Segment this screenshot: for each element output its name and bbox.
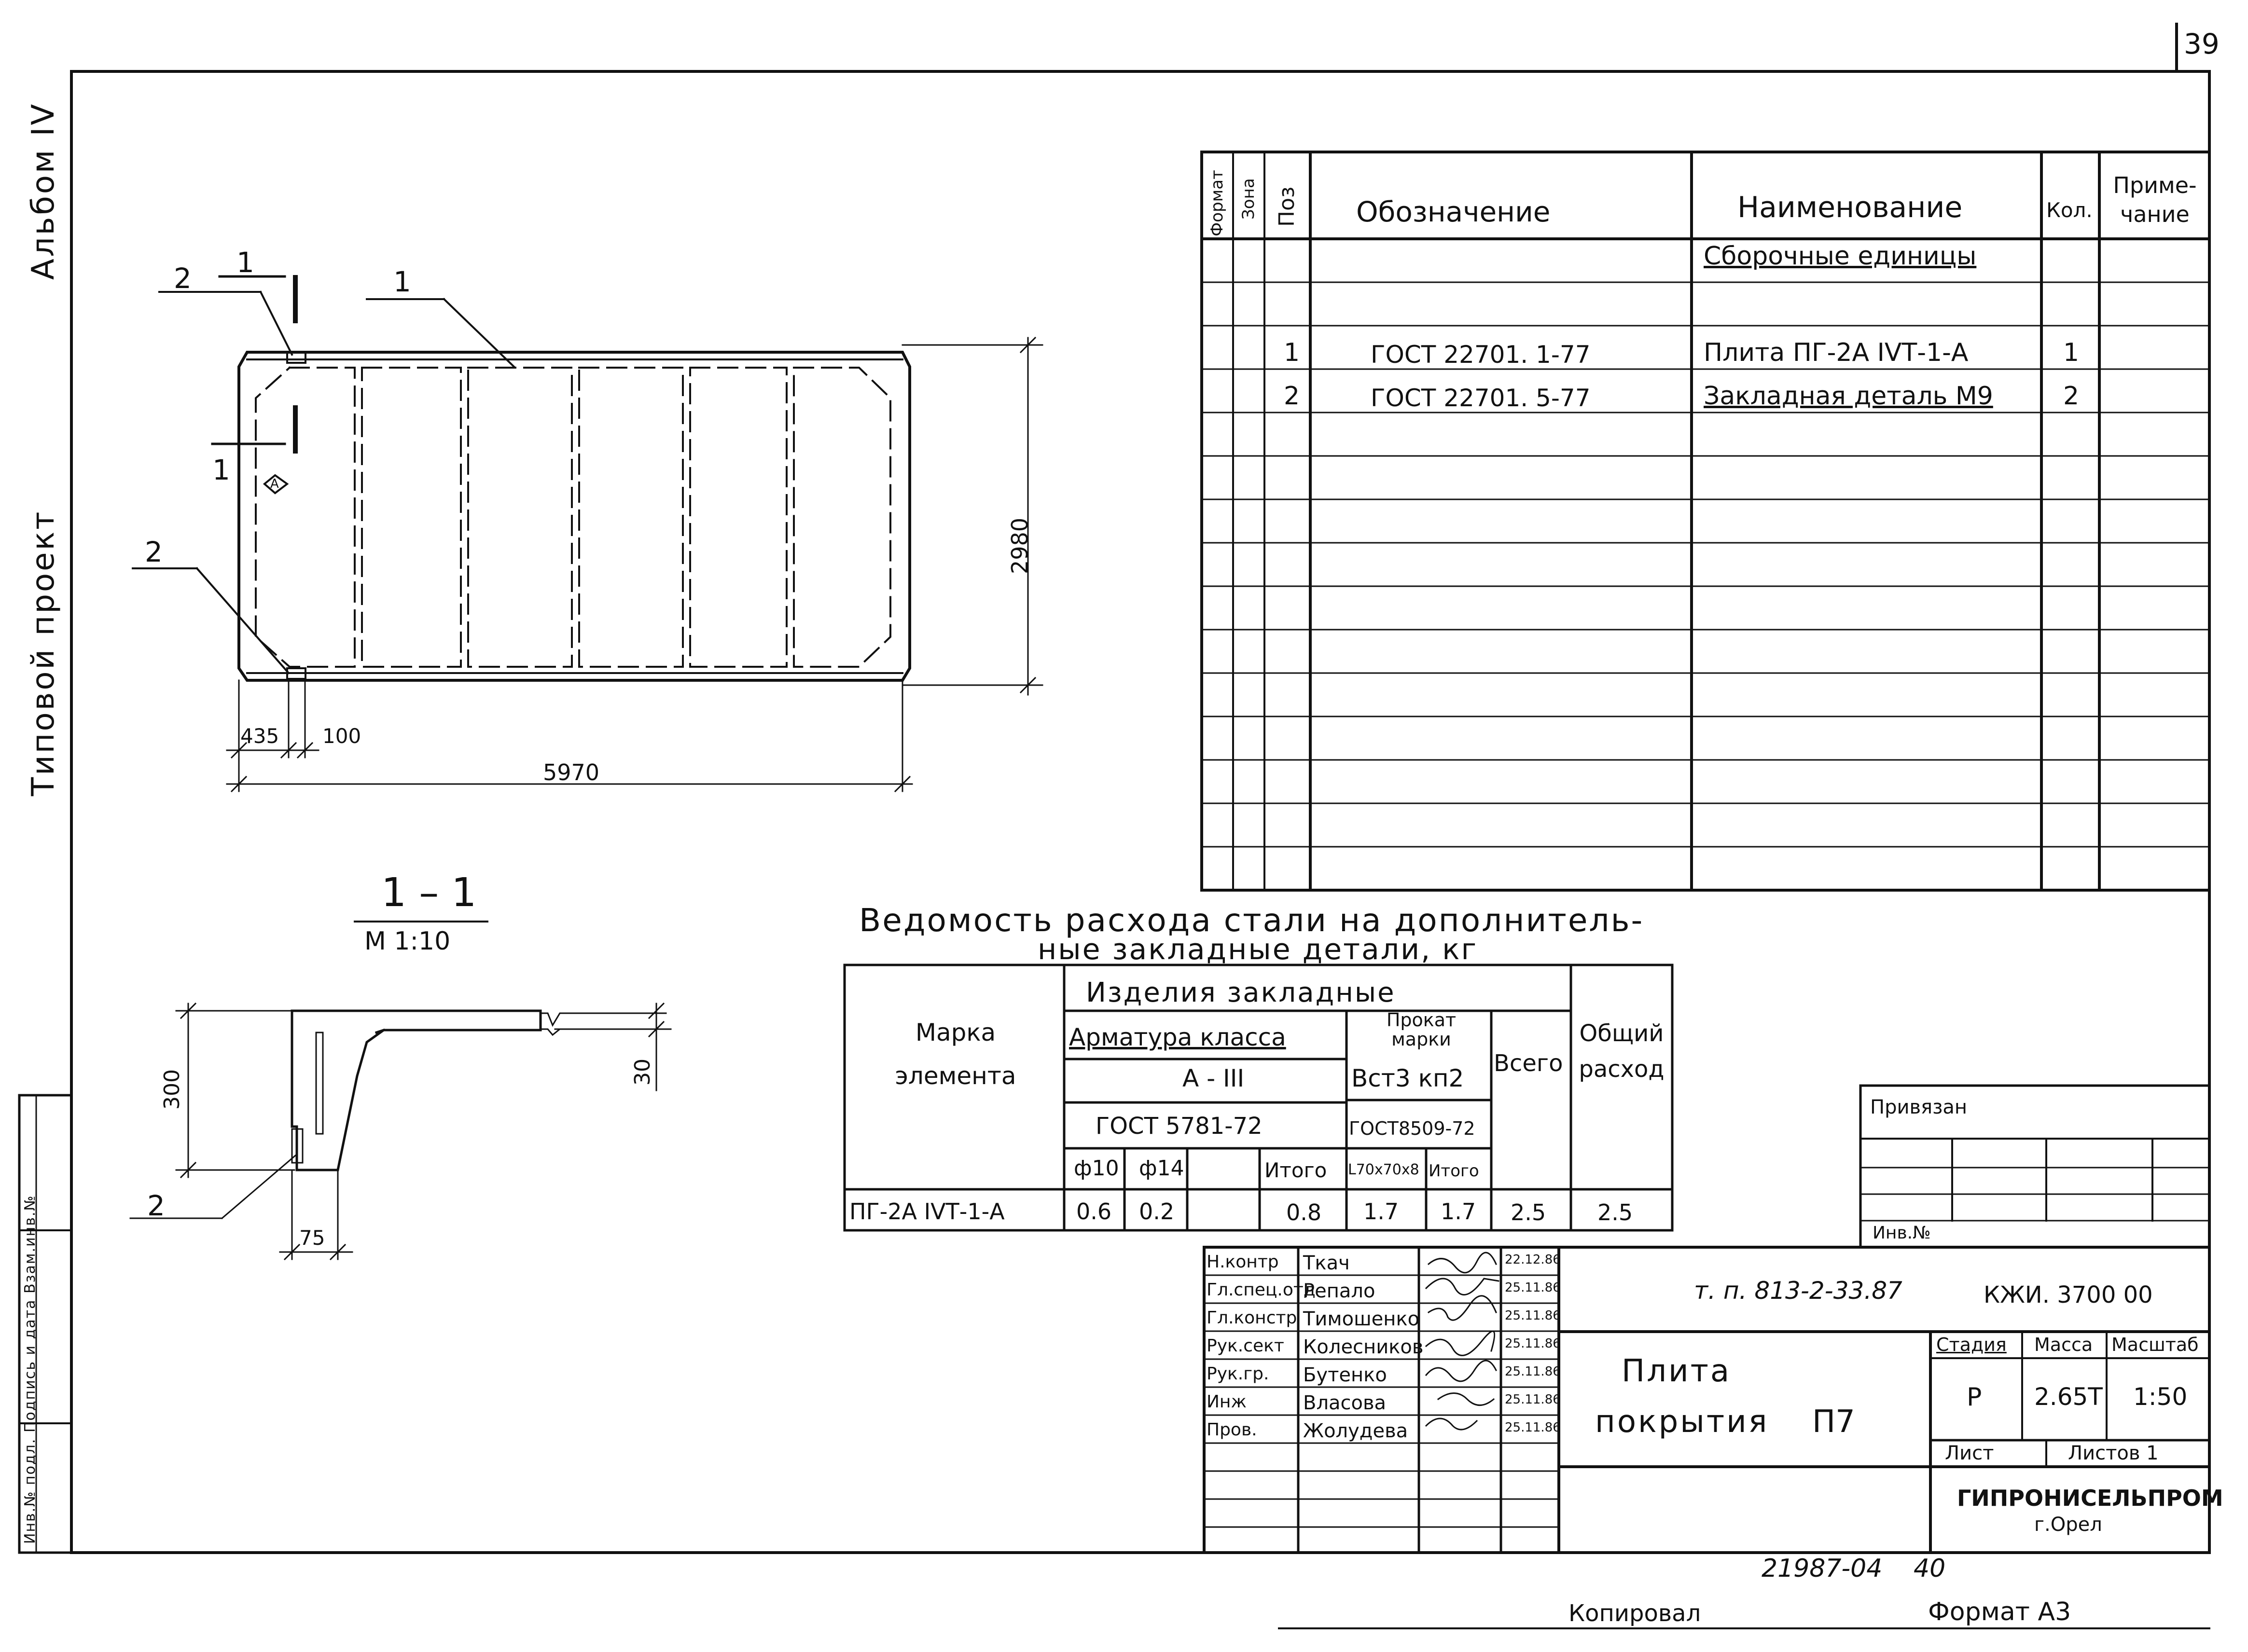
- mass-label: Масса: [2034, 1334, 2093, 1355]
- steel-col-profile-gost: ГОСТ8509-72: [1349, 1118, 1475, 1139]
- spec-col-qty: Кол.: [2046, 198, 2093, 222]
- plan-callout-2-bottom: 2: [145, 536, 163, 568]
- tb-name: Ткач: [1303, 1252, 1350, 1274]
- steel-sub-f10: ф10: [1074, 1156, 1119, 1181]
- section-profile: [292, 1011, 541, 1170]
- spec-col-zone: Зона: [1239, 178, 1258, 220]
- dim-length: 5970: [543, 759, 600, 785]
- mass-value: 2.65Т: [2034, 1383, 2103, 1411]
- section-scale: М 1:10: [364, 927, 451, 956]
- steel-col-rebar-class: А - III: [1182, 1064, 1245, 1092]
- title-line-1: Плита: [1622, 1353, 1732, 1389]
- dim-height: 2980: [1007, 517, 1033, 574]
- page-number: 40: [1914, 1554, 1946, 1583]
- steel-val-f14: 0.2: [1139, 1198, 1175, 1225]
- project-label: Типовой проект: [26, 509, 61, 796]
- copied-label: Копировал: [1568, 1600, 1701, 1627]
- tb-role: Рук.сект: [1207, 1336, 1284, 1356]
- steel-sub-f14: ф14: [1139, 1156, 1184, 1181]
- sheet-label: Лист: [1945, 1442, 1994, 1464]
- tb-role: Гл.спец.отд: [1207, 1280, 1316, 1300]
- section-title: 1 – 1: [381, 870, 477, 916]
- steel-val-f10: 0.6: [1076, 1198, 1112, 1225]
- plan-leaders: [133, 276, 514, 673]
- spec-row-2-name: Закладная деталь М9: [1704, 382, 1993, 411]
- spec-row-1-name: Плита ПГ-2А IVТ-1-А: [1704, 338, 1969, 367]
- steel-sub-total-rebar: Итого: [1264, 1158, 1327, 1182]
- steel-val-total: 2.5: [1511, 1199, 1546, 1225]
- tb-date: 25.11.86: [1505, 1336, 1561, 1351]
- stage-value: Р: [1967, 1383, 1982, 1412]
- tb-date: 25.11.86: [1505, 1280, 1561, 1295]
- steel-col-profile-grade: Вст3 кп2: [1351, 1064, 1464, 1092]
- tb-name: Колесников: [1303, 1336, 1424, 1358]
- steel-sub-total-profile: Итого: [1429, 1161, 1479, 1181]
- steel-col-products: Изделия закладные: [1086, 977, 1396, 1008]
- section-dim-height: 300: [160, 1069, 184, 1110]
- stage-label: Стадия: [1936, 1334, 2007, 1355]
- steel-col-profile: Прокат марки: [1386, 1009, 1457, 1050]
- plan-callout-2-top: 2: [174, 262, 192, 295]
- tb-role: Пров.: [1207, 1420, 1257, 1440]
- steel-col-mark: Марка элемента: [895, 1019, 1016, 1090]
- tb-date: 25.11.86: [1505, 1420, 1561, 1435]
- org-name: ГИПРОНИСЕЛЬПРОМ: [1957, 1485, 2223, 1511]
- inventory-label: Инв.№: [1873, 1223, 1931, 1243]
- tb-role: Рук.гр.: [1207, 1364, 1269, 1384]
- steel-val-angle: 1.7: [1363, 1198, 1399, 1225]
- sheets-label: Листов 1: [2068, 1442, 2159, 1464]
- slab-plan: [239, 352, 910, 680]
- binding-label: Привязан: [1870, 1096, 1968, 1118]
- tb-name: Тимошенко: [1303, 1308, 1420, 1330]
- steel-val-total-profile: 1.7: [1441, 1198, 1476, 1225]
- spec-row-1-designation: ГОСТ 22701. 1-77: [1371, 341, 1591, 369]
- steel-col-total: Всего: [1494, 1050, 1563, 1077]
- plan-dimensions: [227, 338, 1042, 791]
- plan-marker: А: [270, 477, 279, 491]
- tb-name: Репало: [1303, 1280, 1375, 1302]
- spec-col-designation: Обозначение: [1356, 195, 1551, 228]
- tb-date: 25.11.86: [1505, 1308, 1561, 1323]
- dim-gap: 100: [322, 724, 361, 748]
- tb-name: Власова: [1303, 1392, 1387, 1414]
- dim-left: 435: [240, 724, 279, 748]
- plan-cut-1-top: 1: [236, 246, 254, 279]
- doc-code: КЖИ. 3700 00: [1984, 1281, 2153, 1308]
- spec-row-2-qty: 2: [2063, 382, 2080, 411]
- signatures: [1426, 1253, 1499, 1430]
- spec-col-note: Приме-чание: [2113, 172, 2197, 227]
- steel-val-overall: 2.5: [1597, 1199, 1633, 1225]
- tb-name: Бутенко: [1303, 1364, 1387, 1386]
- title-mark: П7: [1812, 1404, 1855, 1440]
- tb-date: 25.11.86: [1505, 1392, 1561, 1407]
- steel-row-mark: ПГ-2А IVТ-1-А: [849, 1198, 1005, 1225]
- spec-group-title: Сборочные единицы: [1704, 242, 1977, 271]
- spec-row-2-pos: 2: [1284, 382, 1300, 411]
- format-label: Формат А3: [1928, 1597, 2071, 1626]
- section-dim-top: 30: [630, 1059, 655, 1086]
- steel-col-rebar: Арматура класса: [1069, 1023, 1286, 1051]
- sheet-number: 39: [2184, 28, 2220, 60]
- tb-date: 25.11.86: [1505, 1364, 1561, 1379]
- steel-title-1: Ведомость расхода стали на дополнитель-: [859, 902, 1644, 939]
- section-dimensions: [130, 1004, 671, 1259]
- side-stamp-label: Инв.№ подл. Подпись и дата Взам.инв.№: [22, 1195, 39, 1544]
- spec-col-format: Формат: [1207, 170, 1227, 236]
- album-label: Альбом IV: [26, 102, 61, 280]
- spec-row-1-qty: 1: [2063, 338, 2080, 367]
- plan-cut-1-bottom: 1: [212, 454, 230, 486]
- section-callout: 2: [147, 1189, 165, 1222]
- title-line-2: покрытия: [1595, 1404, 1769, 1440]
- tb-role: Н.контр: [1207, 1252, 1279, 1272]
- tb-role: Инж: [1207, 1392, 1247, 1412]
- scale-label: Масштаб: [2111, 1334, 2199, 1355]
- spec-row-2-designation: ГОСТ 22701. 5-77: [1371, 384, 1591, 412]
- steel-col-overall: Общий расход: [1579, 1020, 1665, 1083]
- steel-title-2: ные закладные детали, кг: [1038, 933, 1478, 966]
- tb-name: Жолудева: [1303, 1420, 1408, 1442]
- plan-callout-1: 1: [393, 265, 411, 298]
- steel-val-total-rebar: 0.8: [1286, 1199, 1322, 1225]
- tb-role: Гл.констр: [1207, 1308, 1297, 1328]
- steel-sub-angle: L70x70x8: [1348, 1161, 1419, 1178]
- project-code: т. п. 813-2-33.87: [1694, 1277, 1902, 1305]
- archive-number: 21987-04: [1762, 1554, 1883, 1583]
- scale-value: 1:50: [2133, 1383, 2188, 1411]
- spec-col-name: Наименование: [1737, 191, 1963, 224]
- tb-date: 22.12.86: [1505, 1253, 1561, 1267]
- spec-col-pos: Поз: [1275, 186, 1299, 227]
- steel-col-rebar-gost: ГОСТ 5781-72: [1096, 1113, 1263, 1140]
- spec-row-1-pos: 1: [1284, 338, 1300, 367]
- section-dim-base: 75: [299, 1226, 325, 1250]
- org-city: г.Орел: [2034, 1514, 2102, 1536]
